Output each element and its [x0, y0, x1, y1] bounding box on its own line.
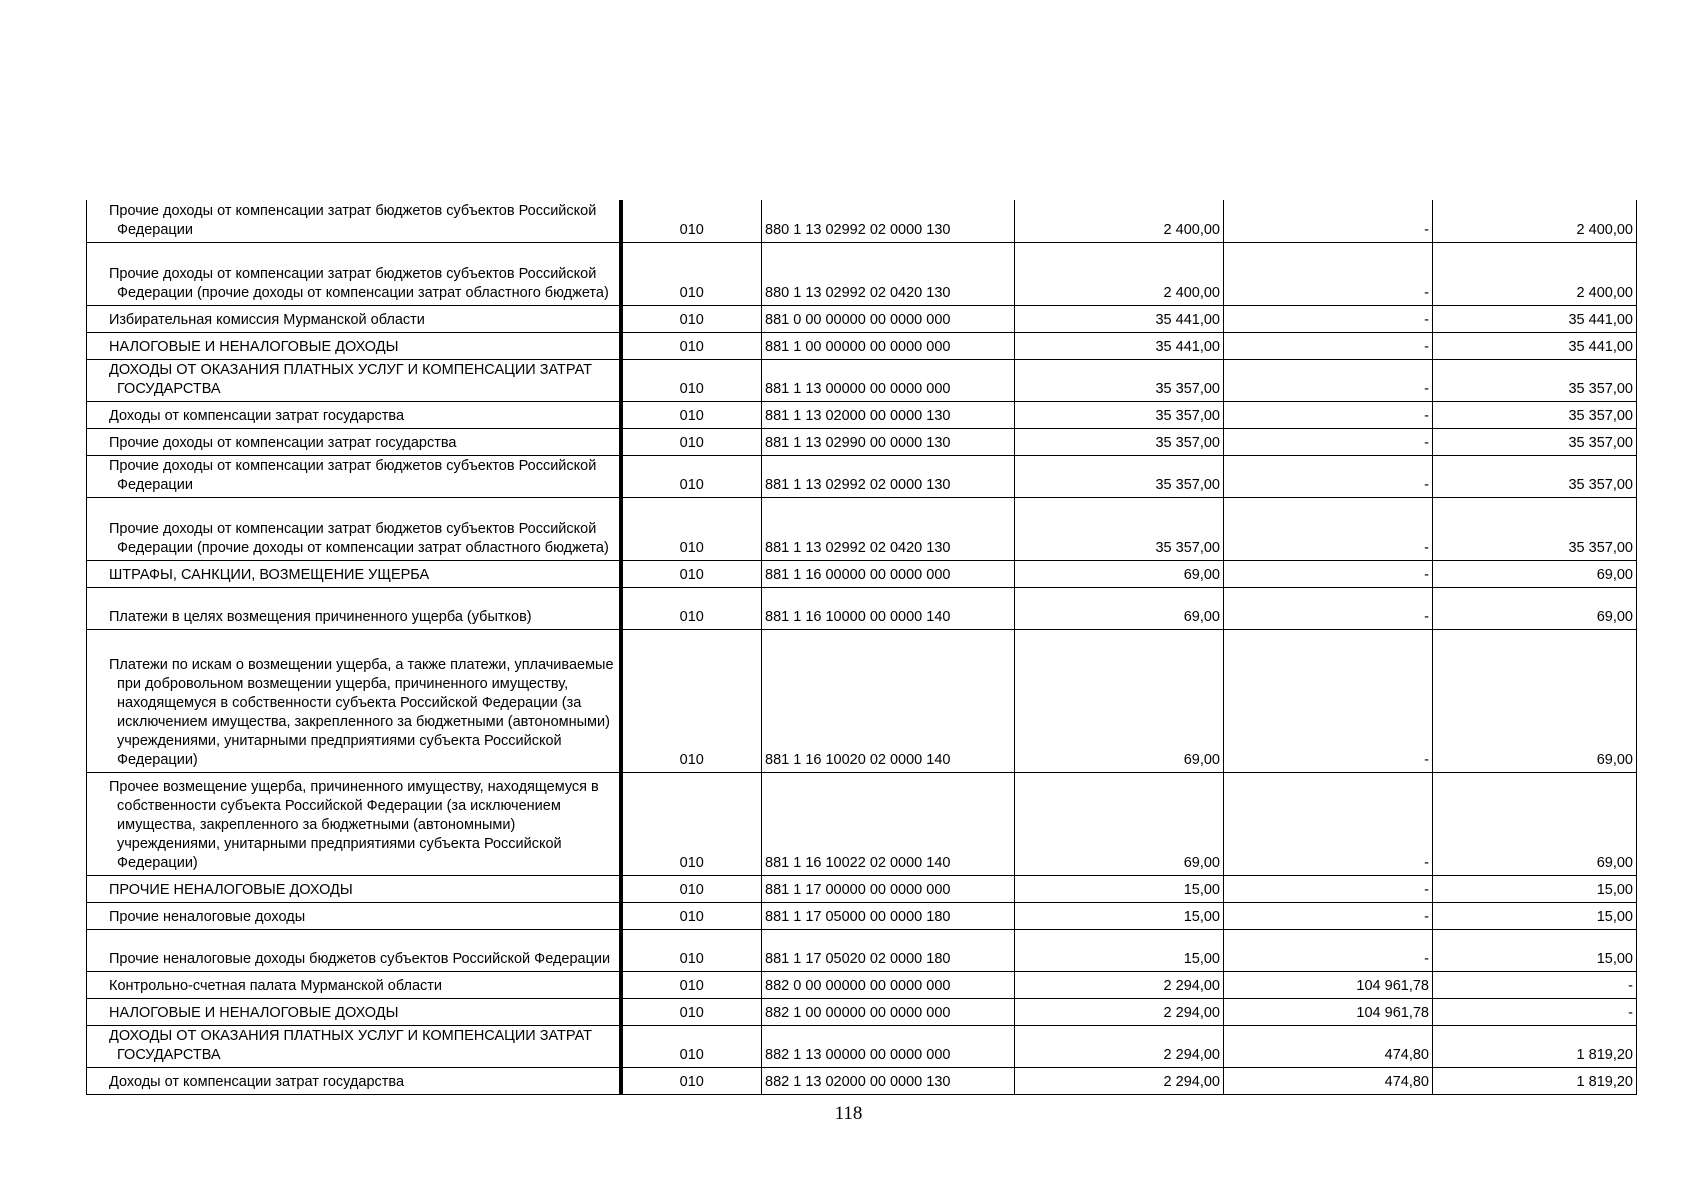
row-kbk-cell: 882 1 13 00000 00 0000 000: [762, 1025, 1015, 1067]
row-name-cell: Прочие неналоговые доходы: [87, 902, 621, 929]
row-plan-cell: 35 357,00: [1015, 401, 1224, 428]
row-plan-cell: 35 357,00: [1015, 428, 1224, 455]
row-code-cell: 010: [621, 929, 762, 971]
row-exec-cell: 104 961,78: [1224, 998, 1433, 1025]
row-code-cell: 010: [621, 629, 762, 772]
row-unexec-cell: 35 357,00: [1433, 428, 1637, 455]
row-kbk-cell: 881 1 13 02990 00 0000 130: [762, 428, 1015, 455]
row-name-cell: Избирательная комиссия Мурманской области: [87, 305, 621, 332]
row-kbk-cell: 882 0 00 00000 00 0000 000: [762, 971, 1015, 998]
row-name-cell: Прочие доходы от компенсации затрат бюджетов субъектов Российской Федерации: [87, 200, 621, 242]
table-row: [87, 560, 1637, 587]
row-kbk-cell: 881 1 16 00000 00 0000 000: [762, 560, 1015, 587]
row-exec-cell: -: [1224, 332, 1433, 359]
row-name-cell: Прочие доходы от компенсации затрат бюджетов субъектов Российской Федерации: [87, 455, 621, 497]
row-unexec-cell: 35 357,00: [1433, 359, 1637, 401]
row-unexec-cell: 35 357,00: [1433, 401, 1637, 428]
row-exec-cell: -: [1224, 455, 1433, 497]
row-kbk-cell: 881 1 13 02992 02 0420 130: [762, 497, 1015, 560]
row-plan-cell: 2 294,00: [1015, 971, 1224, 998]
row-plan-cell: 35 357,00: [1015, 359, 1224, 401]
table-row: [87, 971, 1637, 998]
row-plan-cell: 15,00: [1015, 875, 1224, 902]
row-exec-cell: -: [1224, 772, 1433, 875]
row-code-cell: 010: [621, 998, 762, 1025]
table-row: [87, 902, 1637, 929]
row-code-cell: 010: [621, 242, 762, 305]
row-unexec-cell: 35 441,00: [1433, 332, 1637, 359]
row-kbk-cell: 881 1 13 02000 00 0000 130: [762, 401, 1015, 428]
row-name-cell: Прочие доходы от компенсации затрат бюджетов субъектов Российской Федерации (прочие доходы от компенсации затрат областного бюджета): [87, 497, 621, 560]
row-plan-cell: 35 441,00: [1015, 332, 1224, 359]
row-name-cell: Прочие доходы от компенсации затрат бюджетов субъектов Российской Федерации (прочие доходы от компенсации затрат областного бюджета): [87, 242, 621, 305]
table-row: [87, 875, 1637, 902]
row-unexec-cell: -: [1433, 998, 1637, 1025]
row-kbk-cell: 880 1 13 02992 02 0420 130: [762, 242, 1015, 305]
row-code-cell: 010: [621, 497, 762, 560]
row-exec-cell: -: [1224, 560, 1433, 587]
row-unexec-cell: 15,00: [1433, 902, 1637, 929]
row-code-cell: 010: [621, 875, 762, 902]
row-plan-cell: 2 294,00: [1015, 1025, 1224, 1067]
row-plan-cell: 35 357,00: [1015, 497, 1224, 560]
table-row: [87, 359, 1637, 401]
row-plan-cell: 35 357,00: [1015, 455, 1224, 497]
row-unexec-cell: 1 819,20: [1433, 1025, 1637, 1067]
revenue-table-container: [86, 200, 1636, 1095]
table-row: [87, 242, 1637, 305]
row-code-cell: 010: [621, 455, 762, 497]
row-kbk-cell: 880 1 13 02992 02 0000 130: [762, 200, 1015, 242]
row-kbk-cell: 882 1 13 02000 00 0000 130: [762, 1067, 1015, 1094]
row-name-cell: Прочее возмещение ущерба, причиненного имуществу, находящемуся в собственности субъекта Российской Федерации (за исключением имущества, закрепленного за бюджетными (автономными) учреждениями, унитарными предприятиями субъекта Российской Федерации): [87, 772, 621, 875]
row-unexec-cell: 35 357,00: [1433, 497, 1637, 560]
row-plan-cell: 69,00: [1015, 772, 1224, 875]
row-kbk-cell: 881 1 16 10000 00 0000 140: [762, 587, 1015, 629]
row-name-cell: Доходы от компенсации затрат государства: [87, 1067, 621, 1094]
row-kbk-cell: 881 1 17 00000 00 0000 000: [762, 875, 1015, 902]
row-name-cell: Доходы от компенсации затрат государства: [87, 401, 621, 428]
row-exec-cell: -: [1224, 587, 1433, 629]
revenue-table-body: [87, 200, 1637, 1094]
row-unexec-cell: 69,00: [1433, 772, 1637, 875]
row-exec-cell: -: [1224, 242, 1433, 305]
page-number: 118: [834, 1103, 863, 1124]
row-unexec-cell: 2 400,00: [1433, 200, 1637, 242]
table-row: [87, 401, 1637, 428]
table-row: [87, 1067, 1637, 1094]
table-row: [87, 305, 1637, 332]
row-plan-cell: 69,00: [1015, 587, 1224, 629]
row-plan-cell: 2 400,00: [1015, 242, 1224, 305]
table-row: [87, 929, 1637, 971]
row-exec-cell: 474,80: [1224, 1067, 1433, 1094]
row-exec-cell: -: [1224, 497, 1433, 560]
table-row: [87, 428, 1637, 455]
row-code-cell: 010: [621, 587, 762, 629]
row-name-cell: ШТРАФЫ, САНКЦИИ, ВОЗМЕЩЕНИЕ УЩЕРБА: [87, 560, 621, 587]
row-code-cell: 010: [621, 305, 762, 332]
row-code-cell: 010: [621, 1067, 762, 1094]
table-row: [87, 200, 1637, 242]
row-plan-cell: 69,00: [1015, 629, 1224, 772]
row-code-cell: 010: [621, 428, 762, 455]
row-unexec-cell: 69,00: [1433, 629, 1637, 772]
table-row: [87, 1025, 1637, 1067]
row-unexec-cell: 1 819,20: [1433, 1067, 1637, 1094]
table-row: [87, 998, 1637, 1025]
row-exec-cell: -: [1224, 902, 1433, 929]
row-exec-cell: 474,80: [1224, 1025, 1433, 1067]
row-unexec-cell: 69,00: [1433, 587, 1637, 629]
row-name-cell: ДОХОДЫ ОТ ОКАЗАНИЯ ПЛАТНЫХ УСЛУГ И КОМПЕНСАЦИИ ЗАТРАТ ГОСУДАРСТВА: [87, 1025, 621, 1067]
revenue-table: [86, 200, 1637, 1095]
row-plan-cell: 35 441,00: [1015, 305, 1224, 332]
row-name-cell: Контрольно-счетная палата Мурманской области: [87, 971, 621, 998]
row-exec-cell: -: [1224, 428, 1433, 455]
row-exec-cell: -: [1224, 629, 1433, 772]
row-unexec-cell: -: [1433, 971, 1637, 998]
row-plan-cell: 2 294,00: [1015, 1067, 1224, 1094]
row-code-cell: 010: [621, 1025, 762, 1067]
row-exec-cell: -: [1224, 200, 1433, 242]
row-kbk-cell: 881 1 17 05000 00 0000 180: [762, 902, 1015, 929]
row-exec-cell: -: [1224, 929, 1433, 971]
row-plan-cell: 69,00: [1015, 560, 1224, 587]
row-name-cell: Платежи по искам о возмещении ущерба, а также платежи, уплачиваемые при добровольном возмещении ущерба, причиненного имуществу, находящемуся в собственности субъекта Российской Федерации (за исключением имущества, закрепленного за бюджетными (автономными) учреждениями, унитарными предприятиями субъекта Российской Федерации): [87, 629, 621, 772]
row-name-cell: НАЛОГОВЫЕ И НЕНАЛОГОВЫЕ ДОХОДЫ: [87, 332, 621, 359]
row-code-cell: 010: [621, 772, 762, 875]
table-row: [87, 587, 1637, 629]
row-name-cell: Платежи в целях возмещения причиненного ущерба (убытков): [87, 587, 621, 629]
row-unexec-cell: 35 357,00: [1433, 455, 1637, 497]
row-unexec-cell: 2 400,00: [1433, 242, 1637, 305]
row-unexec-cell: 15,00: [1433, 929, 1637, 971]
row-code-cell: 010: [621, 359, 762, 401]
row-exec-cell: -: [1224, 401, 1433, 428]
row-code-cell: 010: [621, 971, 762, 998]
row-name-cell: ПРОЧИЕ НЕНАЛОГОВЫЕ ДОХОДЫ: [87, 875, 621, 902]
row-exec-cell: 104 961,78: [1224, 971, 1433, 998]
row-code-cell: 010: [621, 332, 762, 359]
row-kbk-cell: 881 1 16 10022 02 0000 140: [762, 772, 1015, 875]
row-kbk-cell: 881 1 13 00000 00 0000 000: [762, 359, 1015, 401]
row-plan-cell: 2 294,00: [1015, 998, 1224, 1025]
row-exec-cell: -: [1224, 875, 1433, 902]
table-row: [87, 497, 1637, 560]
row-code-cell: 010: [621, 200, 762, 242]
row-kbk-cell: 881 1 00 00000 00 0000 000: [762, 332, 1015, 359]
row-code-cell: 010: [621, 560, 762, 587]
row-kbk-cell: 881 1 13 02992 02 0000 130: [762, 455, 1015, 497]
row-kbk-cell: 881 0 00 00000 00 0000 000: [762, 305, 1015, 332]
row-code-cell: 010: [621, 902, 762, 929]
row-unexec-cell: 69,00: [1433, 560, 1637, 587]
table-row: [87, 629, 1637, 772]
row-name-cell: ДОХОДЫ ОТ ОКАЗАНИЯ ПЛАТНЫХ УСЛУГ И КОМПЕНСАЦИИ ЗАТРАТ ГОСУДАРСТВА: [87, 359, 621, 401]
row-name-cell: НАЛОГОВЫЕ И НЕНАЛОГОВЫЕ ДОХОДЫ: [87, 998, 621, 1025]
row-exec-cell: -: [1224, 359, 1433, 401]
row-kbk-cell: 882 1 00 00000 00 0000 000: [762, 998, 1015, 1025]
row-kbk-cell: 881 1 16 10020 02 0000 140: [762, 629, 1015, 772]
table-row: [87, 772, 1637, 875]
row-kbk-cell: 881 1 17 05020 02 0000 180: [762, 929, 1015, 971]
table-row: [87, 332, 1637, 359]
row-unexec-cell: 35 441,00: [1433, 305, 1637, 332]
row-plan-cell: 15,00: [1015, 929, 1224, 971]
row-name-cell: Прочие доходы от компенсации затрат государства: [87, 428, 621, 455]
row-name-cell: Прочие неналоговые доходы бюджетов субъектов Российской Федерации: [87, 929, 621, 971]
row-unexec-cell: 15,00: [1433, 875, 1637, 902]
row-exec-cell: -: [1224, 305, 1433, 332]
row-code-cell: 010: [621, 401, 762, 428]
table-row: [87, 455, 1637, 497]
row-plan-cell: 2 400,00: [1015, 200, 1224, 242]
row-plan-cell: 15,00: [1015, 902, 1224, 929]
